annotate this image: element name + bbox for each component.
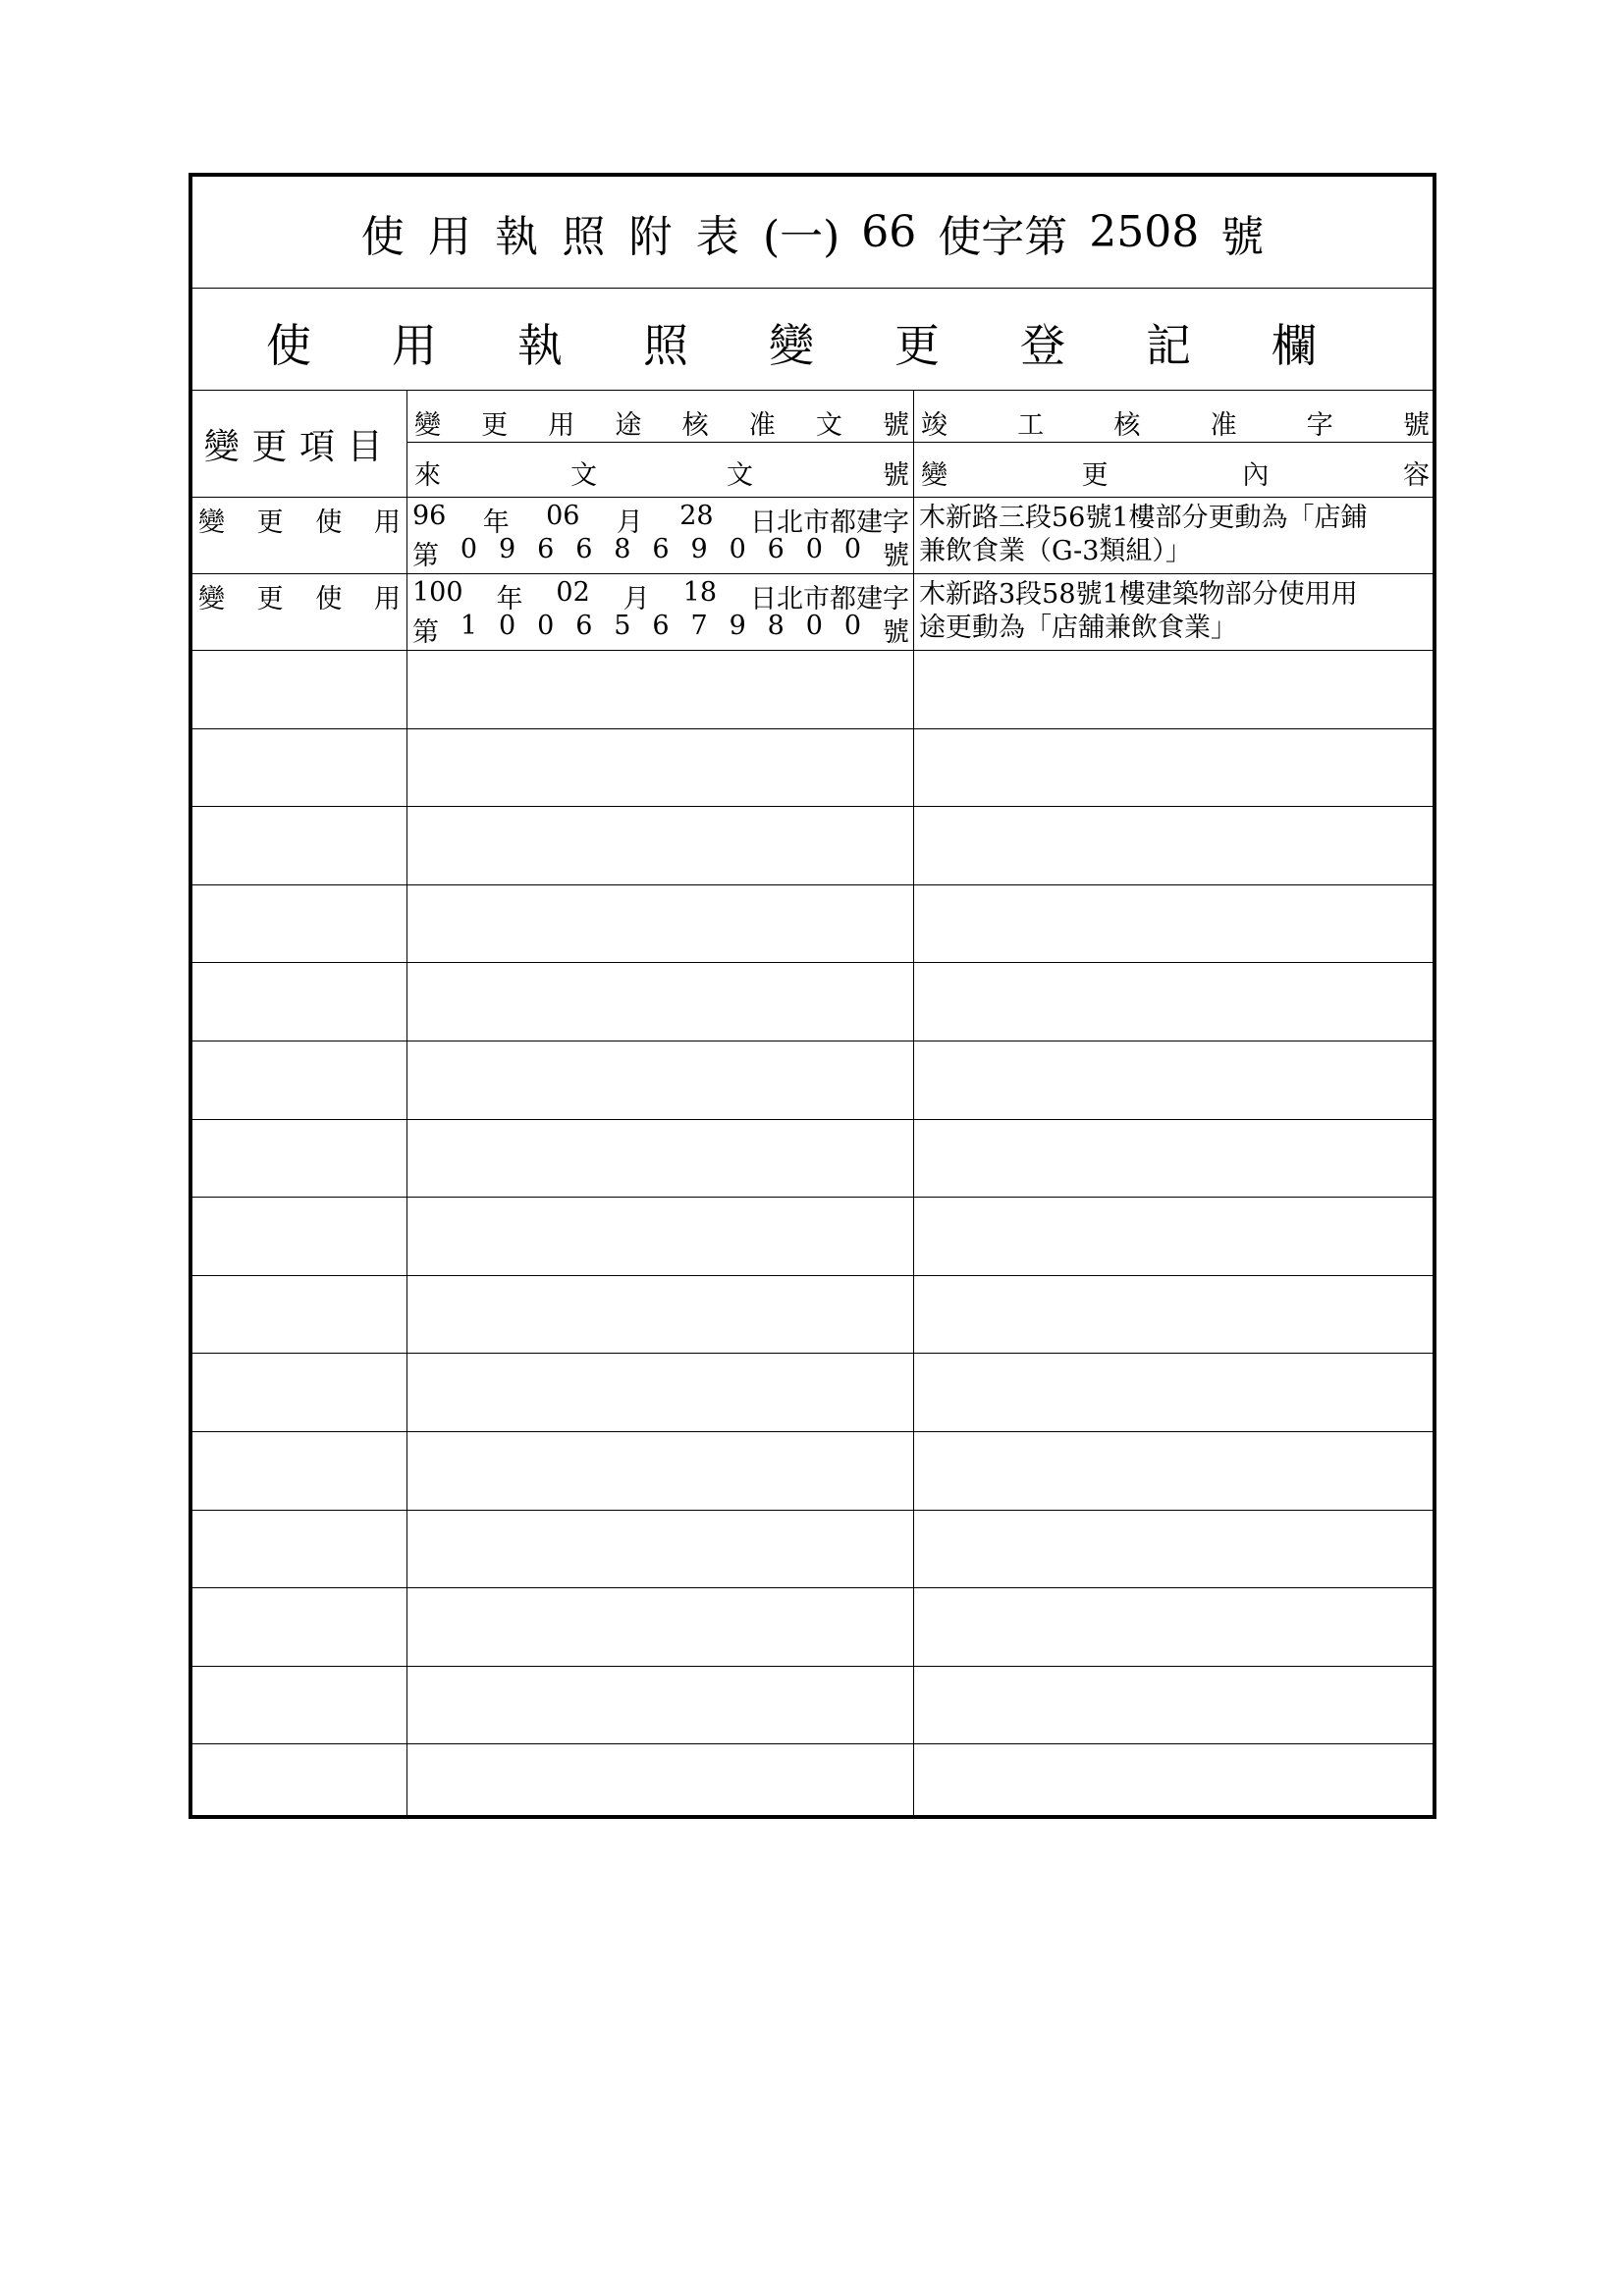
blank-row-divider — [192, 728, 1436, 729]
blank-row-divider — [192, 1275, 1436, 1276]
doc-char: 0 — [729, 534, 746, 564]
doc-part: 100 — [412, 577, 463, 608]
title-word: 使字第 — [938, 211, 1068, 262]
doc-char: 6 — [537, 534, 555, 564]
header-char: 文 — [570, 460, 597, 491]
subtitle-char: 更 — [894, 319, 940, 372]
header-char: 號 — [883, 460, 909, 491]
doc-char: 號 — [882, 541, 909, 571]
doc-char: 第 — [412, 541, 439, 571]
subtitle-char: 變 — [769, 319, 814, 372]
row-change-item — [198, 501, 401, 539]
doc-char: 1 — [460, 611, 478, 641]
doc-char: 5 — [614, 611, 631, 641]
header-completion-no — [921, 403, 1430, 442]
header-char: 字 — [1306, 410, 1333, 441]
title-paren: (一) — [762, 211, 840, 262]
form-title — [192, 177, 1433, 289]
doc-char: 0 — [805, 534, 823, 564]
subtitle-char: 用 — [392, 319, 437, 372]
header-char: 准 — [748, 410, 776, 441]
blank-row-divider — [192, 884, 1436, 885]
doc-char: 0 — [460, 534, 478, 564]
blank-row-divider — [192, 1119, 1436, 1120]
header-char: 工 — [1017, 410, 1045, 441]
blank-row-divider — [192, 1743, 1436, 1744]
doc-char: 9 — [499, 534, 516, 564]
doc-part: 月 — [623, 584, 650, 614]
header-approval-doc-no — [414, 403, 909, 442]
item-char: 用 — [373, 584, 401, 614]
item-char: 變 — [198, 507, 225, 538]
subtitle-char: 執 — [517, 319, 563, 372]
header-char: 文 — [815, 410, 842, 441]
header-char: 容 — [1402, 460, 1430, 491]
doc-char: 7 — [690, 611, 708, 641]
header-char: 號 — [1402, 410, 1430, 441]
subtitle-char: 記 — [1146, 319, 1191, 372]
header-char: 核 — [1113, 410, 1141, 441]
header-incoming-doc-no — [414, 454, 909, 492]
row-doc-line2 — [412, 534, 909, 572]
doc-part: 18 — [682, 577, 718, 608]
header-char: 號 — [882, 410, 909, 441]
row-change-item — [198, 577, 401, 615]
header-char: 更 — [481, 410, 509, 441]
row-content-line2: 途更動為「店舖兼飲食業」 — [919, 613, 1237, 643]
item-char: 用 — [373, 507, 401, 538]
doc-part: 06 — [546, 501, 580, 531]
header-char: 途 — [615, 410, 642, 441]
blank-row-divider — [192, 1197, 1436, 1198]
subtitle-char: 欄 — [1272, 319, 1317, 372]
doc-char: 0 — [843, 534, 862, 564]
blank-row-divider — [192, 1587, 1436, 1588]
header-char: 更 — [1081, 460, 1109, 491]
header-change-item: 變更項目 — [203, 426, 396, 467]
item-char: 更 — [256, 584, 284, 614]
blank-row-divider — [192, 1353, 1436, 1354]
doc-char: 8 — [767, 611, 785, 641]
header-char: 竣 — [921, 410, 947, 441]
doc-char: 0 — [843, 611, 862, 641]
header-char: 變 — [921, 460, 947, 491]
row-content-line2: 兼飲食業（G-3類組）」 — [919, 536, 1192, 566]
doc-char: 第 — [412, 617, 439, 648]
item-char: 變 — [198, 584, 225, 614]
doc-char: 0 — [537, 611, 555, 641]
item-char: 使 — [315, 507, 343, 538]
form-subtitle — [192, 289, 1433, 391]
row-divider — [192, 650, 1436, 651]
doc-part: 年 — [482, 507, 510, 538]
subtitle-char: 使 — [266, 319, 311, 372]
blank-row-divider — [192, 1510, 1436, 1511]
doc-char: 6 — [652, 611, 670, 641]
subtitle-char: 照 — [643, 319, 688, 372]
doc-char: 0 — [805, 611, 823, 641]
header-mid-divider — [406, 442, 1436, 443]
title-label: 使用執照附表 — [360, 211, 763, 262]
row-content-line1: 木新路三段56號1樓部分更動為「店鋪 — [919, 503, 1368, 533]
subtitle-char: 登 — [1020, 319, 1065, 372]
doc-char: 6 — [767, 534, 785, 564]
usage-permit-change-form — [189, 173, 1436, 1819]
doc-part: 日北市都建字 — [749, 584, 909, 614]
row-divider — [192, 573, 1436, 574]
doc-char: 9 — [729, 611, 746, 641]
doc-part: 28 — [679, 501, 714, 531]
header-char: 內 — [1242, 460, 1270, 491]
item-char: 使 — [315, 584, 343, 614]
header-change-content — [921, 454, 1430, 492]
blank-row-divider — [192, 1431, 1436, 1432]
doc-part: 02 — [556, 577, 590, 608]
title-number: 66 — [861, 207, 917, 257]
header-char: 來 — [414, 460, 441, 491]
title-serial: 2508 — [1089, 207, 1200, 257]
row-content-line1: 木新路3段58號1樓建築物部分使用用 — [919, 579, 1358, 610]
doc-char: 9 — [690, 534, 708, 564]
doc-char: 8 — [614, 534, 631, 564]
row-doc-line2 — [412, 611, 909, 649]
header-char: 文 — [727, 460, 753, 491]
header-char: 准 — [1210, 410, 1237, 441]
title-suffix: 號 — [1220, 211, 1265, 262]
header-char: 變 — [414, 410, 441, 441]
doc-char: 0 — [499, 611, 516, 641]
doc-part: 年 — [496, 584, 523, 614]
doc-char: 6 — [575, 611, 593, 641]
header-char: 核 — [681, 410, 709, 441]
header-char: 用 — [548, 410, 575, 441]
doc-part: 月 — [616, 507, 643, 538]
doc-part: 96 — [412, 501, 447, 531]
column-divider — [913, 391, 914, 1819]
blank-row-divider — [192, 1666, 1436, 1667]
doc-char: 號 — [882, 617, 909, 648]
header-bottom-divider — [192, 497, 1436, 498]
item-char: 更 — [256, 507, 284, 538]
doc-char: 6 — [652, 534, 670, 564]
blank-row-divider — [192, 806, 1436, 807]
doc-char: 6 — [575, 534, 593, 564]
column-divider — [406, 391, 407, 1819]
blank-row-divider — [192, 962, 1436, 963]
doc-part: 日北市都建字 — [749, 507, 909, 538]
